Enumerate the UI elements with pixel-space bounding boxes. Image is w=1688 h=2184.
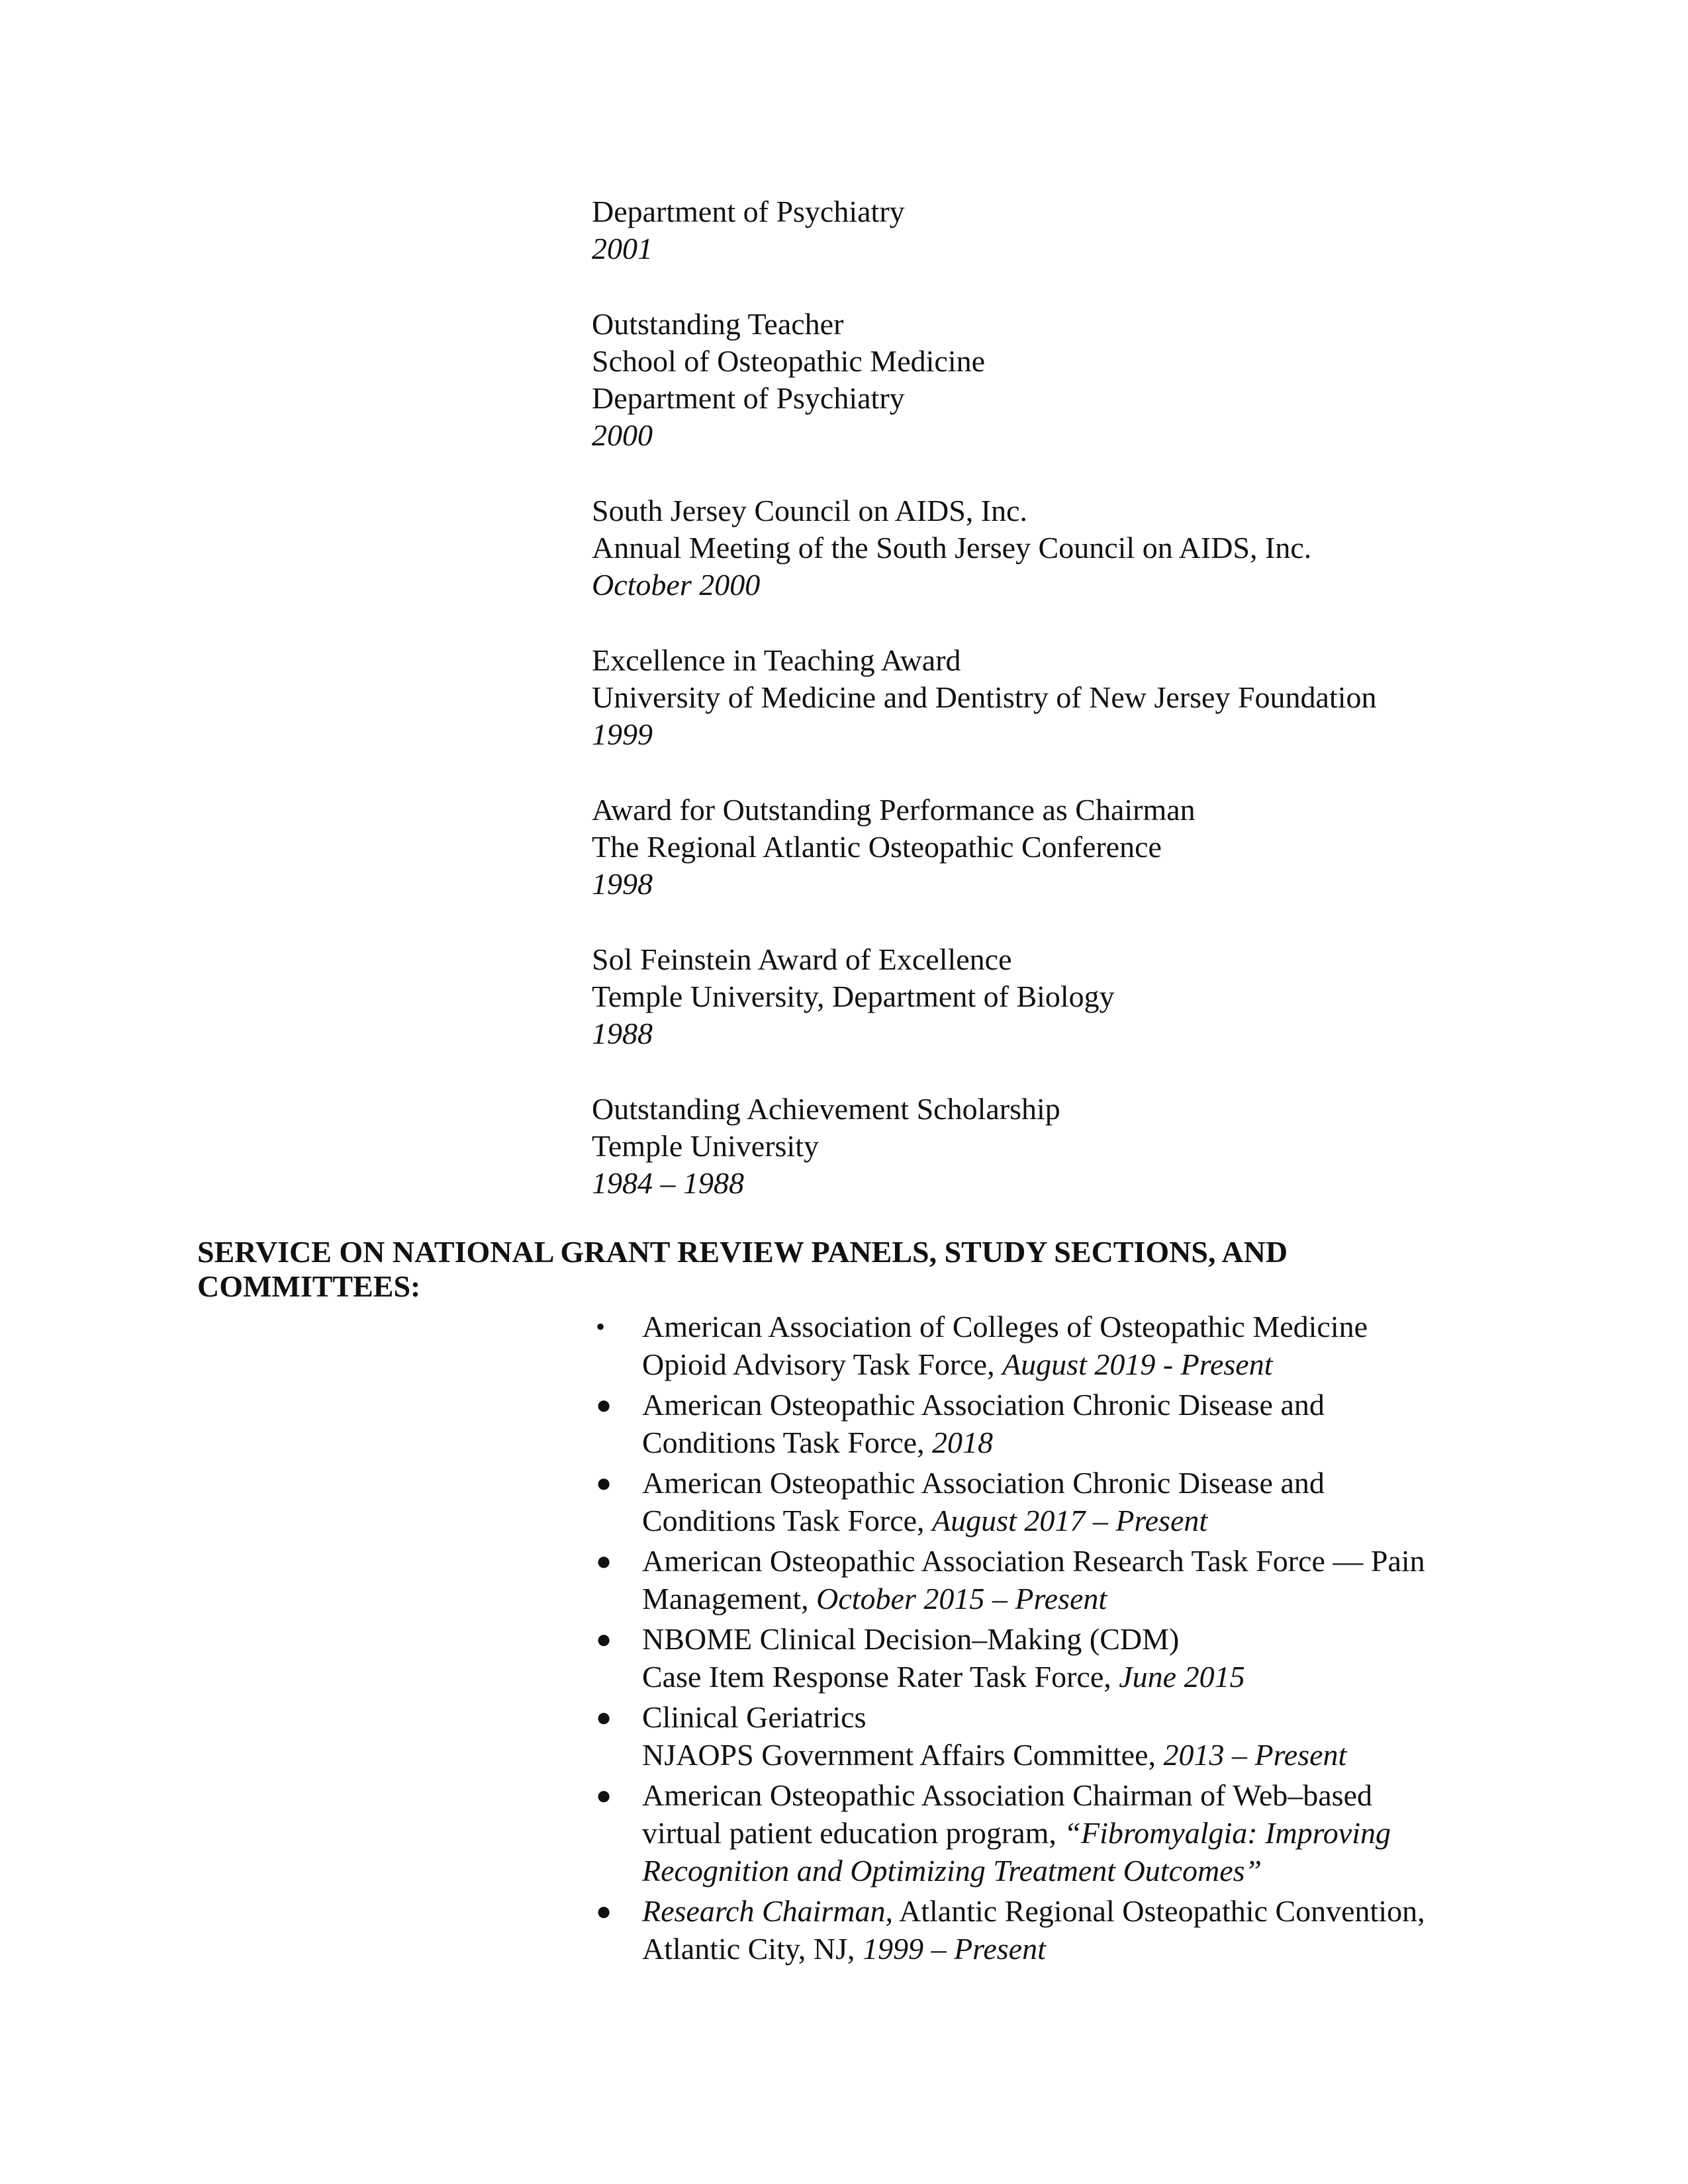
award-line: Temple University (592, 1129, 819, 1163)
award-date: 1984 – 1988 (592, 1166, 744, 1200)
award-line: Award for Outstanding Performance as Chairman (592, 793, 1196, 827)
bullet-icon: ● (596, 1780, 612, 1810)
item-text: Atlantic City, NJ, (642, 1932, 863, 1966)
item-text: American Osteopathic Association Chronic Disease and (642, 1388, 1325, 1422)
award-entry (592, 941, 1552, 1052)
item-text: American Osteopathic Association Research Task Force — Pain (642, 1544, 1425, 1578)
list-item (592, 1620, 1585, 1696)
bullet-icon: ● (596, 1546, 612, 1576)
bullet-icon: • (596, 1312, 606, 1342)
award-date: 2001 (592, 232, 653, 265)
item-text: NBOME Clinical Decision–Making (CDM) (642, 1622, 1180, 1656)
section-heading (197, 1235, 1455, 1304)
award-line: Sol Feinstein Award of Excellence (592, 942, 1012, 976)
item-text: Conditions Task Force, (642, 1426, 933, 1459)
item-role: Research Chairman, (642, 1894, 894, 1928)
list-item (592, 1542, 1585, 1617)
list-item (592, 1698, 1585, 1774)
award-line: Annual Meeting of the South Jersey Council on AIDS, Inc. (592, 531, 1312, 565)
item-date: 1999 – Present (863, 1932, 1046, 1966)
item-text: Case Item Response Rater Task Force, (642, 1660, 1119, 1694)
award-entry (592, 642, 1552, 753)
item-text: Management, (642, 1582, 817, 1615)
item-text: American Osteopathic Association Chronic Disease and (642, 1466, 1325, 1500)
item-text: Opioid Advisory Task Force, (642, 1347, 1003, 1381)
awards-list (592, 193, 1552, 1240)
award-line: Department of Psychiatry (592, 195, 905, 228)
award-entry (592, 1091, 1552, 1202)
item-text: Conditions Task Force, (642, 1504, 933, 1537)
award-line: School of Osteopathic Medicine (592, 344, 986, 378)
item-text: American Osteopathic Association Chairman of Web–based (642, 1778, 1372, 1812)
award-line: Excellence in Teaching Award (592, 643, 961, 677)
item-text: Clinical Geriatrics (642, 1700, 867, 1734)
list-item (592, 1892, 1585, 1968)
service-list (592, 1308, 1585, 1970)
bullet-icon: ● (596, 1624, 612, 1654)
award-line: Outstanding Teacher (592, 307, 844, 341)
award-line: Outstanding Achievement Scholarship (592, 1092, 1060, 1126)
award-line: Department of Psychiatry (592, 381, 905, 415)
award-date: 1988 (592, 1017, 653, 1050)
item-date: October 2015 – Present (816, 1582, 1107, 1615)
item-title: Recognition and Optimizing Treatment Outcomes” (642, 1854, 1262, 1888)
section-heading-line: COMMITTEES: (197, 1269, 421, 1303)
award-line: The Regional Atlantic Osteopathic Conference (592, 830, 1162, 864)
list-item (592, 1308, 1585, 1383)
award-entry (592, 792, 1552, 903)
item-date: August 2017 – Present (932, 1504, 1208, 1537)
award-entry (592, 193, 1552, 267)
item-text: American Association of Colleges of Osteopathic Medicine (642, 1310, 1368, 1343)
list-item (592, 1464, 1585, 1539)
list-item (592, 1776, 1585, 1889)
award-entry (592, 492, 1552, 604)
bullet-icon: ● (596, 1702, 612, 1732)
award-date: 1998 (592, 867, 653, 901)
award-line: University of Medicine and Dentistry of New Jersey Foundation (592, 680, 1377, 714)
item-text: Atlantic Regional Osteopathic Convention, (893, 1894, 1425, 1928)
item-date: August 2019 - Present (1002, 1347, 1273, 1381)
item-text: virtual patient education program, (642, 1816, 1064, 1850)
bullet-icon: ● (596, 1390, 612, 1420)
award-entry (592, 306, 1552, 454)
award-line: Temple University, Department of Biology (592, 979, 1115, 1013)
list-item (592, 1386, 1585, 1461)
item-date: 2013 – Present (1163, 1738, 1347, 1772)
item-title: “Fibromyalgia: Improving (1064, 1816, 1391, 1850)
bullet-icon: ● (596, 1896, 612, 1926)
item-date: 2018 (932, 1426, 994, 1459)
item-text: NJAOPS Government Affairs Committee, (642, 1738, 1164, 1772)
award-date: 1999 (592, 717, 653, 751)
award-date: 2000 (592, 418, 653, 452)
award-line: South Jersey Council on AIDS, Inc. (592, 494, 1028, 527)
bullet-icon: ● (596, 1468, 612, 1498)
item-date: June 2015 (1119, 1660, 1245, 1694)
section-heading-line: SERVICE ON NATIONAL GRANT REVIEW PANELS, STUDY SECTIONS, AND (197, 1235, 1288, 1269)
award-date: October 2000 (592, 568, 761, 602)
